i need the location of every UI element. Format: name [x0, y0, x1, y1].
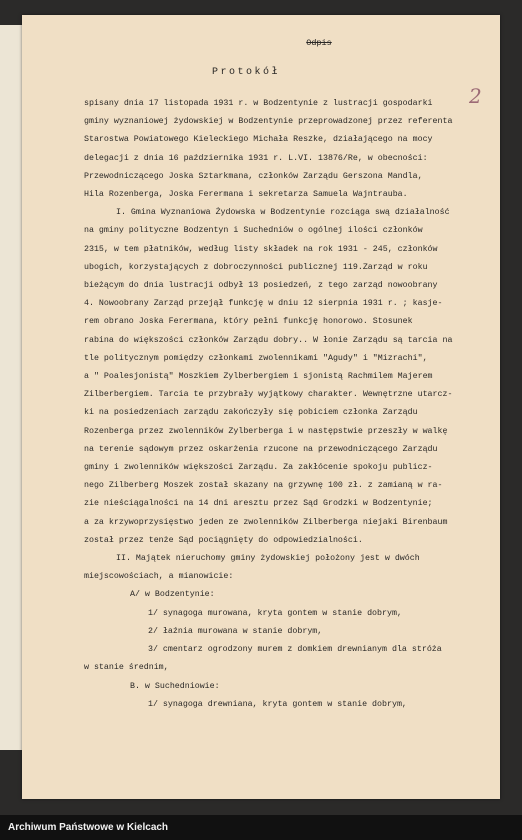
text-line: 3/ cmentarz ogrodzony murem z domkiem drewnianym dla stróża	[148, 645, 442, 655]
page-number: 2	[469, 84, 482, 108]
text-line: gminy wyznaniowej żydowskiej w Bodzentynie przeprowadzonej przez referenta	[84, 117, 453, 127]
text-line: Zilberbergiem. Tarcia te przybrały wyjątkowy charakter. Wewnętrzne utarcz-	[84, 390, 453, 400]
text-line: I. Gmina Wyznaniowa Żydowska w Bodzentynie rozciąga swą działalność	[116, 208, 450, 218]
text-line: 2/ łaźnia murowana w stanie dobrym,	[148, 626, 323, 636]
text-line: Przewodniczącego Joska Sztarkmana, członków Zarządu Gerszona Mandla,	[84, 171, 423, 181]
text-line: na terenie sądowym przez oskarżenia rzucone na przewodniczącego Zarządu	[84, 444, 438, 454]
text-line: na gminy polityczne Bodzentyn i Suchedniów o ogólnej ilości członków	[84, 226, 423, 236]
text-line: ki na posiedzeniach zarządu zakończyły się pobiciem członka Zarządu	[84, 408, 418, 418]
text-line: w stanie średnim,	[84, 663, 169, 673]
document-title: Protokół	[212, 67, 281, 78]
text-line: nego Zilberberg Moszek został skazany na grzywnę 100 zł. z zamianą w ra-	[84, 481, 443, 491]
text-line: zie nieściągalności na 14 dni aresztu przez Sąd Grodzki w Bodzentynie;	[84, 499, 433, 509]
text-line: 1/ synagoga drewniana, kryta gontem w stanie dobrym,	[148, 699, 407, 709]
text-line: Hila Rozenberga, Joska Ferermana i sekretarza Samuela Wajntrauba.	[84, 190, 408, 200]
text-line: 4. Nowoobrany Zarząd przejął funkcję w dniu 12 sierpnia 1931 r. ; kasje-	[84, 299, 443, 309]
text-line: rem obrano Joska Ferermana, który pełni funkcję honorowo. Stosunek	[84, 317, 413, 327]
document-page	[22, 15, 500, 799]
text-line: B. w Suchedniowie:	[130, 681, 220, 691]
text-line: gminy i zwolenników większości Zarządu. Za zakłócenie spokoju publicz-	[84, 463, 433, 473]
text-line: został przez tenże Sąd pociągnięty do odpowiedzialności.	[84, 535, 363, 545]
text-line: A/ w Bodzentynie:	[130, 590, 215, 600]
text-line: 2315, w tem płatników, według listy składek na rok 1931 - 245, członków	[84, 244, 438, 254]
text-line: tle politycznym pomiędzy członkami zwolennikami "Agudy" i "Mizrachi",	[84, 353, 428, 363]
text-line: miejscowościach, a mianowicie:	[84, 572, 234, 582]
text-line: spisany dnia 17 listopada 1931 r. w Bodzentynie z lustracji gospodarki	[84, 99, 433, 108]
text-line: ubogich, korzystających z dobroczynności publicznej 119.Zarząd w roku	[84, 262, 428, 272]
text-line: Starostwa Powiatowego Kieleckiego Michała Reszke, działającego na mocy	[84, 135, 433, 145]
text-lines	[84, 95, 494, 714]
text-line: Rozenberga przez zwolenników Zylberberga i w następstwie przeszły w walkę	[84, 426, 448, 436]
text-line: II. Majątek nieruchomy gminy żydowskiej położony jest w dwóch	[116, 554, 420, 564]
text-line: 1/ synagoga murowana, kryta gontem w stanie dobrym,	[148, 608, 402, 618]
text-line: bieżącym do dnia lustracji odbył 13 posiedzeń, z tego zarząd nowoobrany	[84, 281, 438, 291]
header-mark: Odpis	[306, 38, 332, 48]
text-line: delegacji z dnia 16 października 1931 r. L.VI. 13876/Re, w obecności:	[84, 153, 428, 163]
text-line: a za krzywoprzysięstwo jeden ze zwolenników Zilberberga niejaki Birenbaum	[84, 517, 448, 527]
document-body	[84, 35, 494, 714]
text-line: rabina do większości członków Zarządu dobry.. W łonie Zarządu są tarcia na	[84, 335, 453, 345]
text-line: a " Poalesjonistą" Moszkiem Zylberbergiem i sjonistą Rachmilem Majerem	[84, 372, 433, 382]
archive-footer: Archiwum Państwowe w Kielcach	[0, 815, 522, 840]
